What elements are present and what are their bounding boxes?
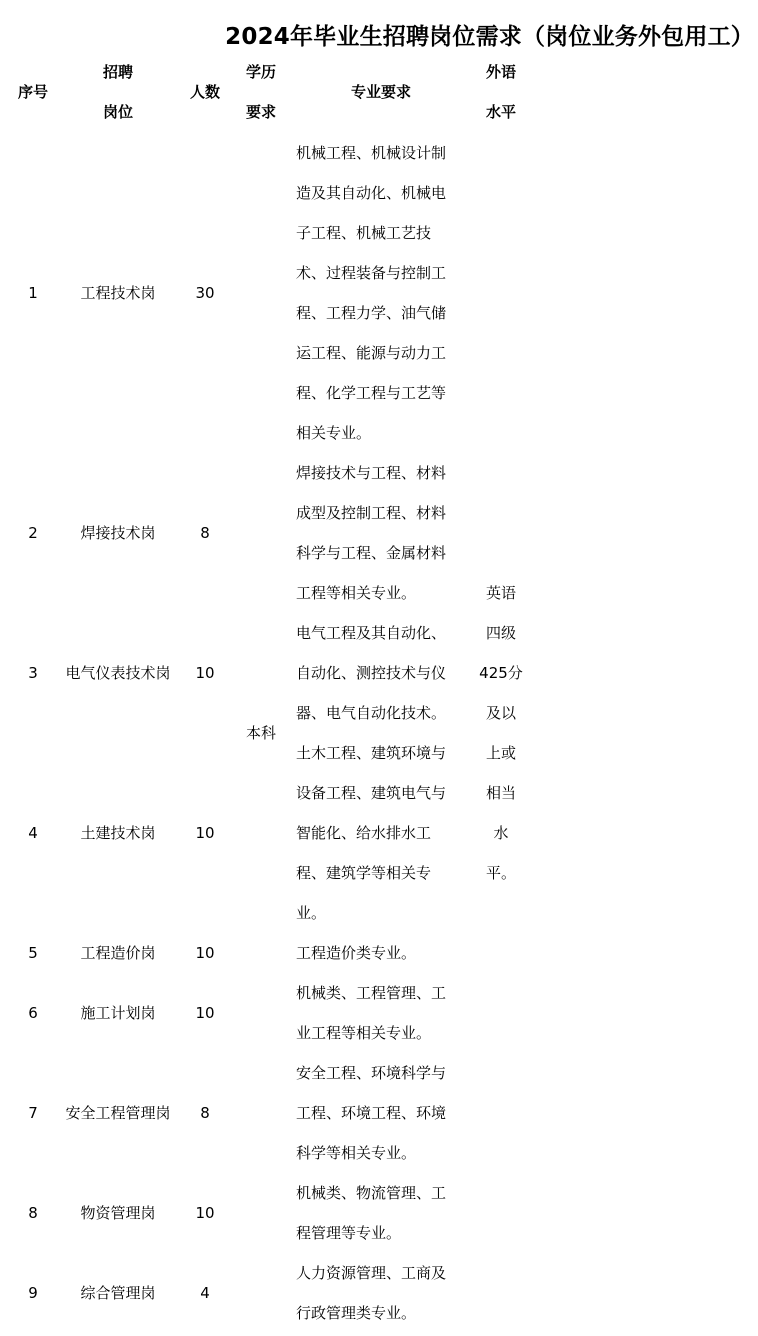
major-line: 成型及控制工程、材料 [296, 504, 447, 522]
major-line: 设备工程、建筑电气与 [296, 784, 447, 802]
header-post-line1: 招聘 [102, 63, 133, 81]
header-count: 人数 [189, 83, 220, 101]
major-line: 工程、环境工程、环境 [296, 1104, 447, 1122]
language-line: 上或 [485, 744, 516, 762]
major-line: 业。 [296, 904, 327, 922]
row-major [296, 1173, 466, 1253]
row-count: 10 [195, 664, 215, 682]
major-line: 机械工程、机械设计制 [296, 144, 447, 162]
major-line: 科学与工程、金属材料 [296, 544, 447, 562]
row-major [296, 933, 466, 973]
language-line: 425分 [479, 664, 523, 682]
major-line: 工程造价类专业。 [296, 944, 417, 962]
row-post: 安全工程管理岗 [65, 1104, 171, 1122]
language-line: 相当 [485, 784, 516, 802]
row-seq: 1 [28, 284, 38, 302]
major-line: 机械类、物流管理、工 [296, 1184, 447, 1202]
row-major [296, 133, 466, 453]
row-major [296, 973, 466, 1053]
row-post: 施工计划岗 [80, 1004, 156, 1022]
row-seq: 4 [28, 824, 38, 842]
row-post: 工程技术岗 [80, 284, 156, 302]
header-edu-line2: 要求 [245, 103, 276, 121]
row-count: 10 [195, 1204, 215, 1222]
row-seq: 5 [28, 944, 38, 962]
row-count: 4 [200, 1284, 210, 1302]
major-line: 程管理等专业。 [296, 1224, 402, 1242]
major-line: 相关专业。 [296, 424, 372, 442]
major-line: 程、建筑学等相关专 [296, 864, 432, 882]
major-line: 智能化、给水排水工 [296, 824, 432, 842]
row-seq: 3 [28, 664, 38, 682]
row-major [296, 613, 466, 733]
language-line: 四级 [485, 624, 516, 642]
language-line: 及以 [485, 704, 516, 722]
header-edu-line1: 学历 [245, 63, 276, 81]
row-post: 综合管理岗 [80, 1284, 156, 1302]
row-seq: 8 [28, 1204, 38, 1222]
row-post: 焊接技术岗 [80, 524, 156, 542]
row-count: 8 [200, 1104, 210, 1122]
header-major: 专业要求 [350, 83, 411, 101]
row-count: 10 [195, 1004, 215, 1022]
row-post: 物资管理岗 [80, 1204, 156, 1222]
major-line: 电气工程及其自动化、 [296, 624, 447, 642]
major-line: 程、化学工程与工艺等 [296, 384, 447, 402]
major-line: 器、电气自动化技术。 [296, 704, 447, 722]
language-line: 平。 [485, 864, 516, 882]
major-line: 自动化、测控技术与仪 [296, 664, 447, 682]
row-seq: 6 [28, 1004, 38, 1022]
major-line: 子工程、机械工艺技 [296, 224, 432, 242]
education-merged-cell: 本科 [245, 724, 276, 742]
major-line: 工程等相关专业。 [296, 584, 417, 602]
major-line: 程、工程力学、油气储 [296, 304, 447, 322]
row-post: 土建技术岗 [80, 824, 156, 842]
row-post: 工程造价岗 [80, 944, 156, 962]
major-line: 机械类、工程管理、工 [296, 984, 447, 1002]
row-major [296, 733, 466, 933]
row-count: 30 [195, 284, 215, 302]
header-post-line2: 岗位 [102, 103, 133, 121]
page-title: 2024年毕业生招聘岗位需求（岗位业务外包用工） [225, 24, 754, 50]
language-line: 英语 [485, 584, 516, 602]
row-count: 10 [195, 824, 215, 842]
major-line: 土木工程、建筑环境与 [296, 744, 447, 762]
header-lang-line2: 水平 [485, 103, 516, 121]
row-major [296, 1053, 466, 1173]
major-line: 科学等相关专业。 [296, 1144, 417, 1162]
major-line: 安全工程、环境科学与 [296, 1064, 447, 1082]
major-line: 造及其自动化、机械电 [296, 184, 447, 202]
major-line: 术、过程装备与控制工 [296, 264, 447, 282]
language-line: 水 [493, 824, 509, 842]
row-major [296, 1253, 466, 1333]
major-line: 业工程等相关专业。 [296, 1024, 432, 1042]
row-major [296, 453, 466, 613]
header-seq: 序号 [17, 83, 48, 101]
row-count: 10 [195, 944, 215, 962]
language-merged-cell [476, 573, 526, 893]
row-seq: 9 [28, 1284, 38, 1302]
row-post: 电气仪表技术岗 [65, 664, 171, 682]
row-count: 8 [200, 524, 210, 542]
major-line: 人力资源管理、工商及 [296, 1264, 447, 1282]
row-seq: 2 [28, 524, 38, 542]
major-line: 焊接技术与工程、材料 [296, 464, 447, 482]
major-line: 运工程、能源与动力工 [296, 344, 447, 362]
row-seq: 7 [28, 1104, 38, 1122]
header-lang-line1: 外语 [485, 63, 516, 81]
major-line: 行政管理类专业。 [296, 1304, 417, 1322]
